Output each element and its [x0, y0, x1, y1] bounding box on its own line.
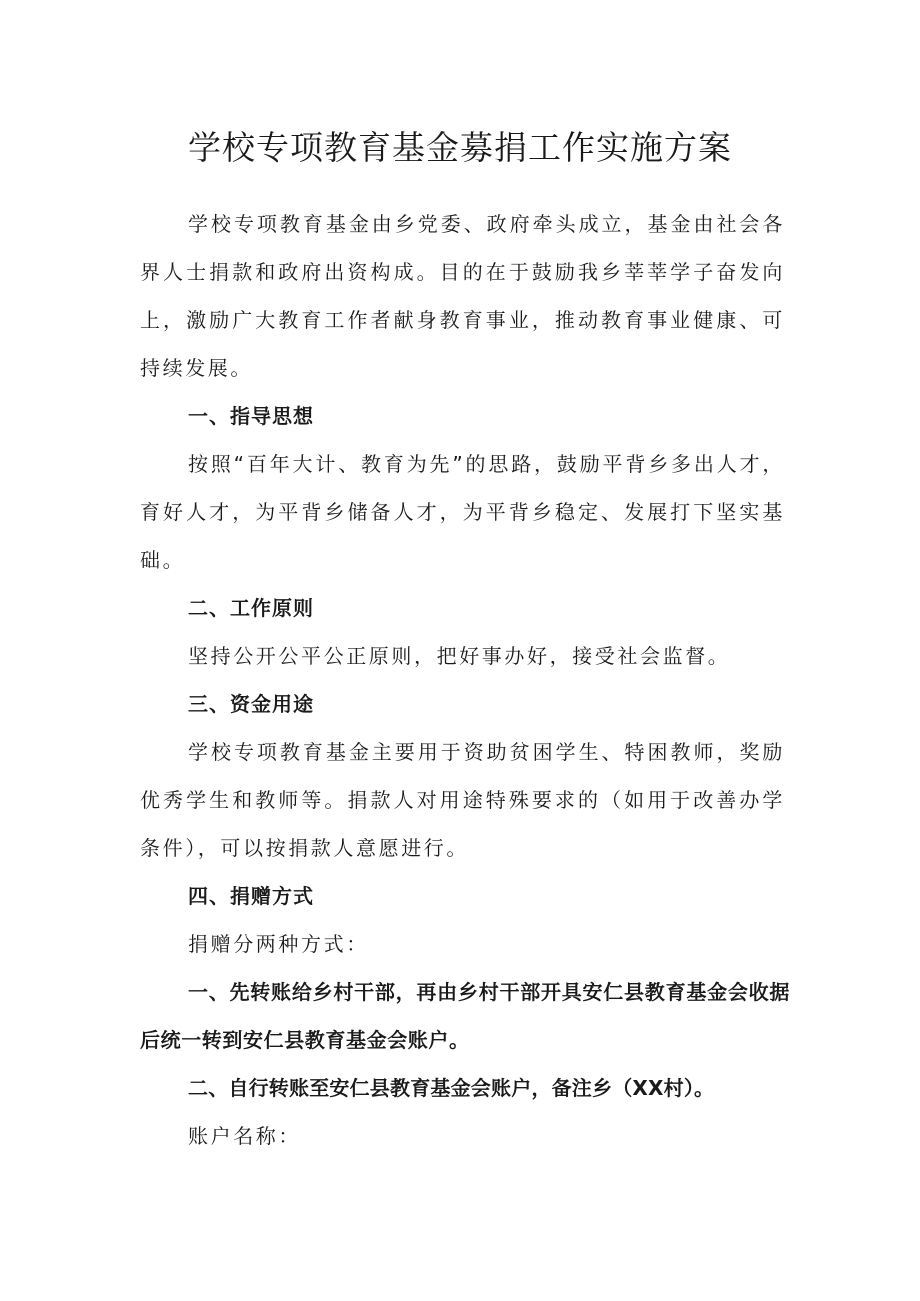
section-heading-principle: 二、工作原则: [188, 596, 314, 620]
section-heading-method: 四、捐赠方式: [188, 884, 314, 908]
section-heading-usage: 三、资金用途: [188, 692, 314, 716]
account-name-label: 账户名称：: [188, 1124, 301, 1148]
intro-paragraph: 学校专项教育基金由乡党委、政府牵头成立，基金由社会各界人士捐款和政府出资构成。目的在于鼓励我乡莘莘学子奋发向上，激励广大教育工作者献身教育事业，推动教育事业健康、可持续发展。: [140, 212, 785, 380]
principle-paragraph: 坚持公开公平公正原则，把好事办好，接受社会监督。: [188, 644, 731, 668]
guiding-paragraph: 按照“百年大计、教育为先”的思路，鼓励平背乡多出人才，育好人才，为平背乡储备人才，为平背乡稳定、发展打下坚实基础。: [140, 452, 785, 572]
method-option-1: 一、先转账给乡村干部，再由乡村干部开具安仁县教育基金会收据后统一转到安仁县教育基金会账户。: [140, 980, 790, 1052]
section-heading-guiding: 一、指导思想: [188, 404, 314, 428]
usage-paragraph: 学校专项教育基金主要用于资助贫困学生、特困教师，奖励优秀学生和教师等。捐款人对用途特殊要求的（如用于改善办学条件），可以按捐款人意愿进行。: [140, 740, 785, 860]
method-option-2: 二、自行转账至安仁县教育基金会账户，备注乡（XX村）。: [188, 1076, 715, 1100]
document-title: 学校专项教育基金募捐工作实施方案: [188, 128, 732, 167]
method-intro: 捐赠分两种方式：: [188, 932, 369, 956]
